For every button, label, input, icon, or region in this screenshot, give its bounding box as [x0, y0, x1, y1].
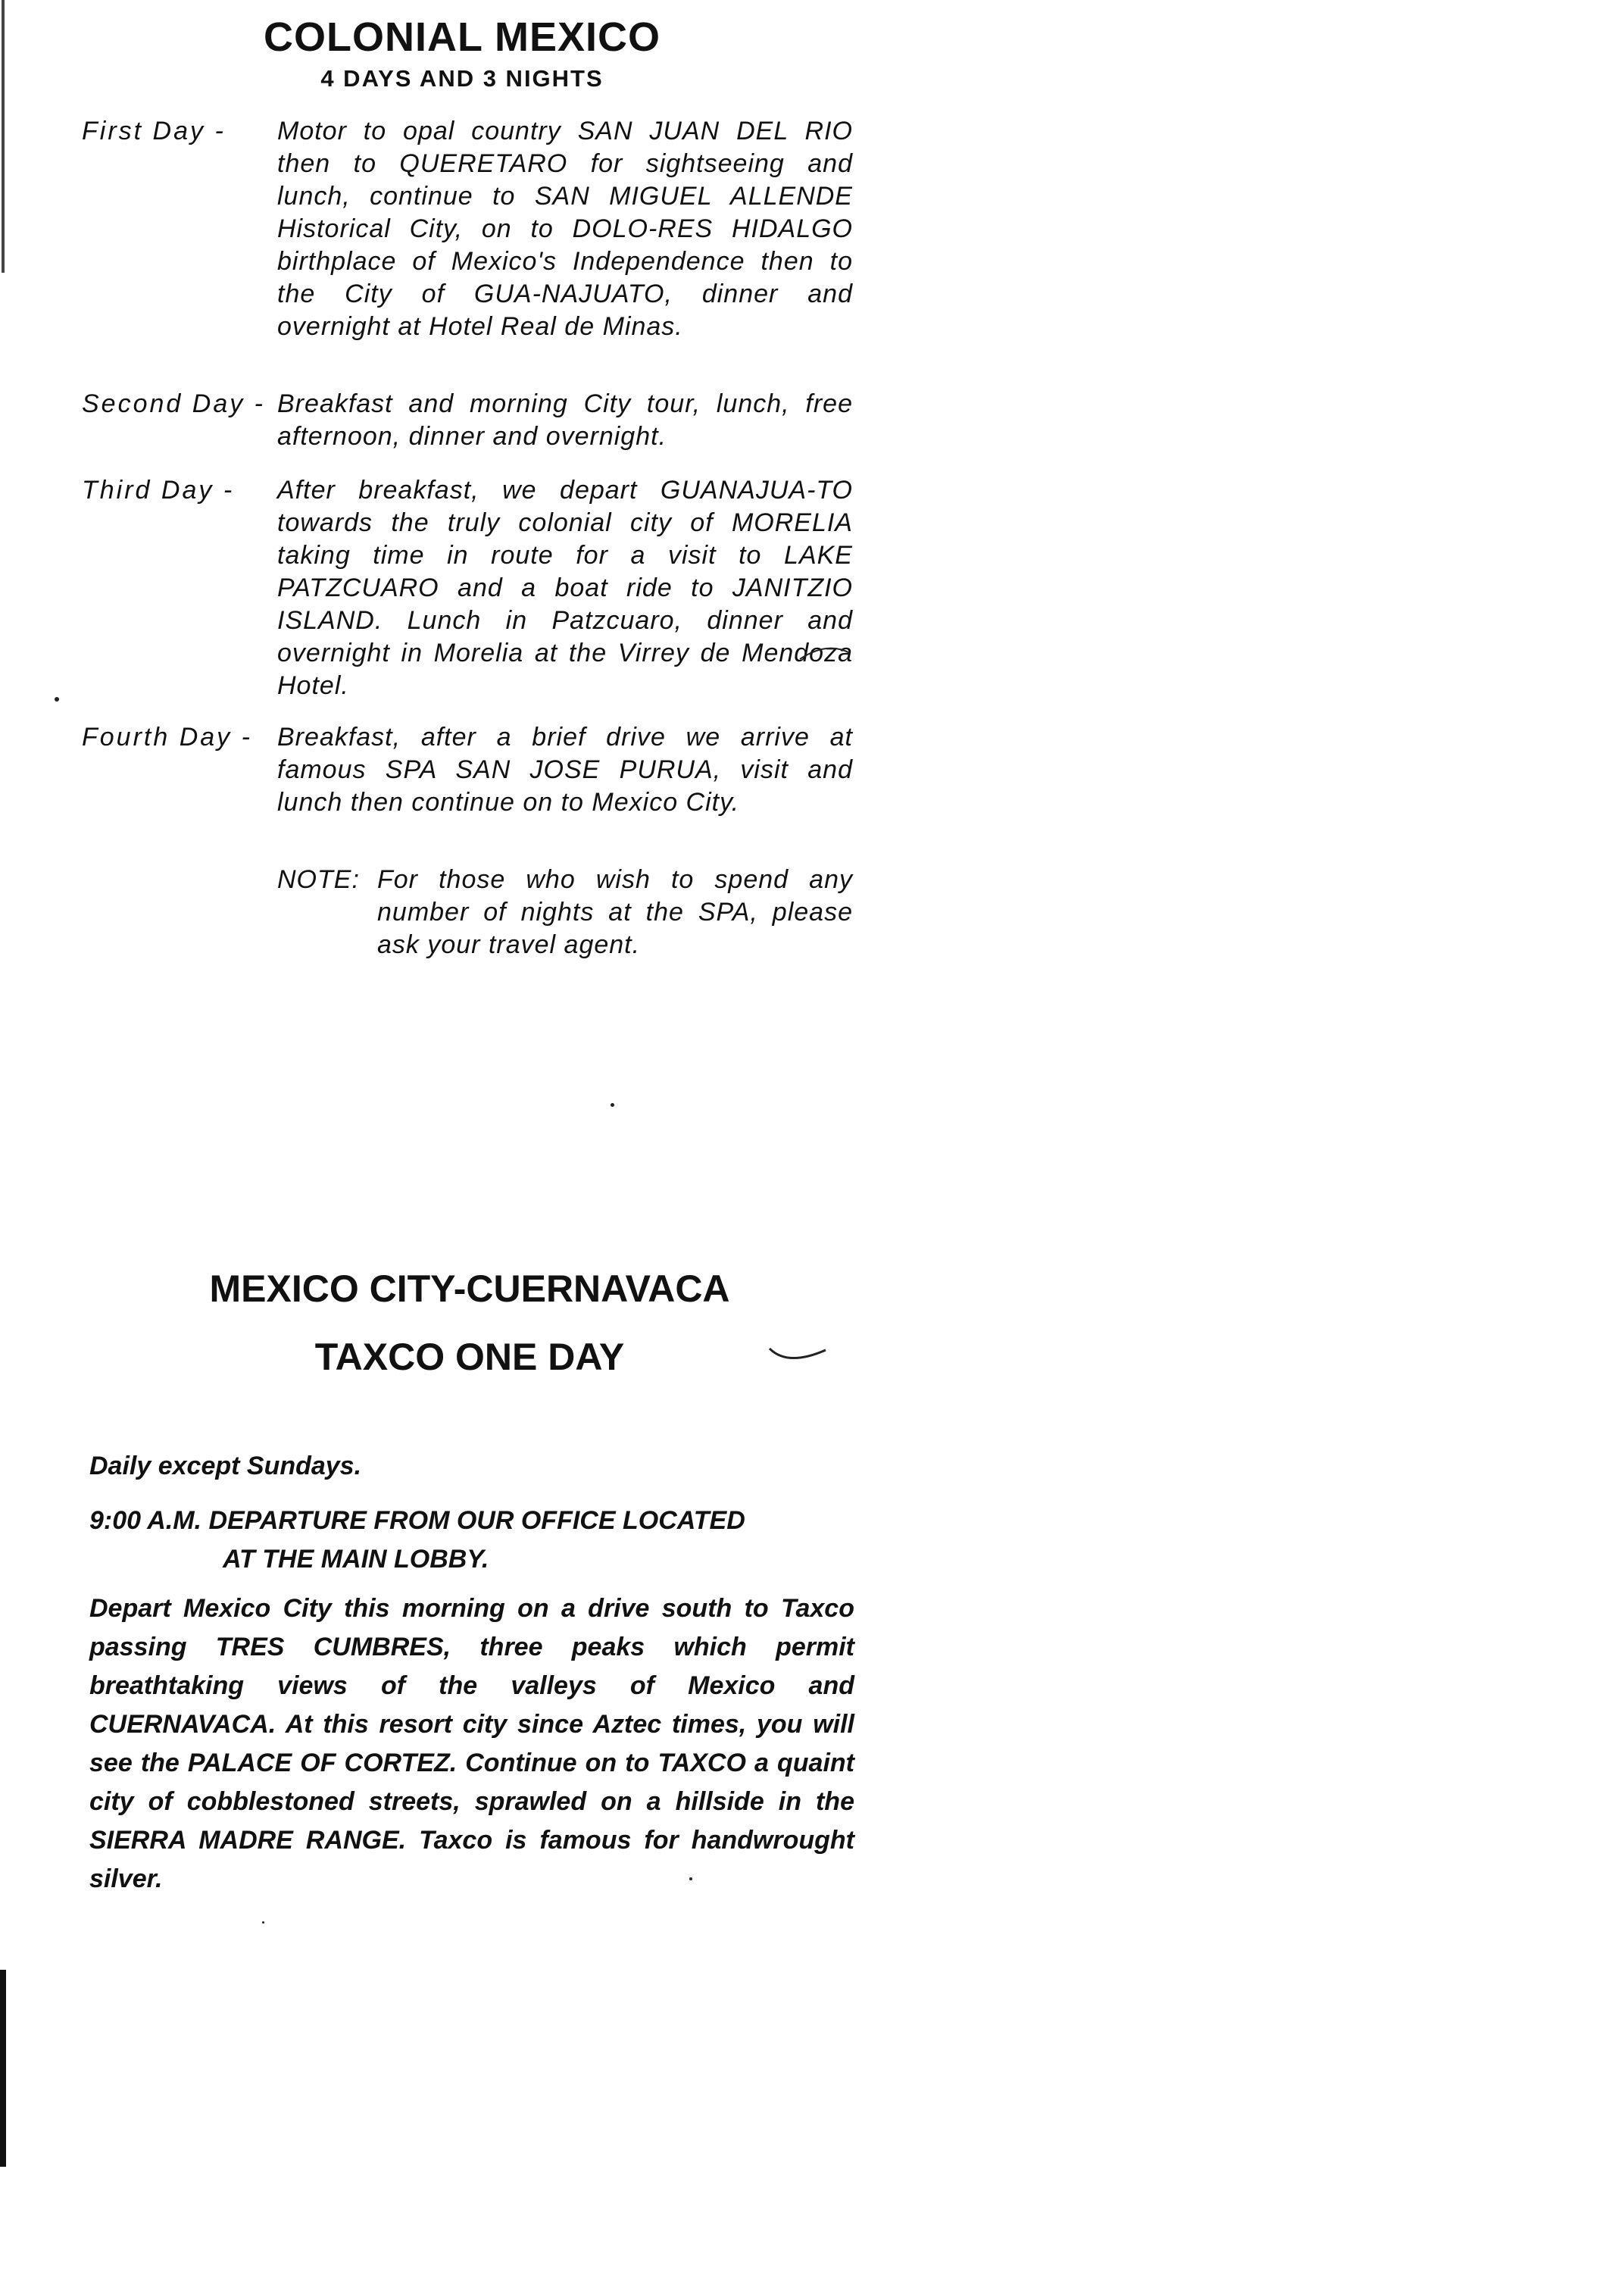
scan-speck [689, 1877, 692, 1880]
pen-mark [765, 1342, 833, 1373]
note-label: NOTE: [277, 865, 360, 894]
departure-line: AT THE MAIN LOBBY. [223, 1545, 489, 1574]
day-label: Fourth Day - [82, 723, 252, 752]
day-label: Second Day - [82, 389, 265, 418]
day-label: Third Day - [82, 476, 235, 505]
departure-line: 9:00 A.M. DEPARTURE FROM OUR OFFICE LOCATED [89, 1506, 745, 1535]
tour2-title: MEXICO CITY-CUERNAVACA [209, 1267, 730, 1310]
tour-schedule: Daily except Sundays. [89, 1452, 362, 1480]
note [277, 864, 853, 961]
departure-info [89, 1502, 854, 1579]
pen-mark [797, 636, 857, 667]
day-description: After breakfast, we depart GUANAJUA-TO towards the truly colonial city of MORELIA taking time in route for a visit to LAKE PATZCUARO and a boat ride to JANITZIO ISLAND. Lunch in Patzcuaro, dinner and overnight in Morelia at the Virrey de Mendoza Hotel. [277, 476, 853, 700]
scan-speck [55, 697, 59, 702]
tour-description: Depart Mexico City this morning on a drive south to Taxco passing TRES CUMBRES, three peaks which permit breathtaking views of the valleys of Mexico and CUERNAVACA. At this resort city since Aztec times, you will see the PALACE OF CORTEZ. Continue on to TAXCO a quaint city of cobblestoned streets, sprawled on a hillside in the SIERRA MADRE RANGE. Taxco is famous for handwrought silver. [89, 1594, 854, 1893]
tour1-subtitle: 4 DAYS AND 3 NIGHTS [320, 65, 604, 92]
note-text: For those who wish to spend any number of nights at the SPA, please ask your travel agent. [377, 865, 853, 959]
scan-edge-mark [0, 1970, 6, 2167]
tour2-title-line2: TAXCO ONE DAY [314, 1336, 625, 1378]
day-description: Breakfast and morning City tour, lunch, free afternoon, dinner and overnight. [277, 389, 853, 451]
scan-edge-mark [2, 0, 5, 273]
tour1-title: COLONIAL MEXICO [263, 14, 661, 60]
day-description: Breakfast, after a brief drive we arrive at famous SPA SAN JOSE PURUA, visit and lunch then continue on to Mexico City. [277, 723, 853, 817]
scan-speck [262, 1921, 264, 1924]
day-label: First Day - [82, 117, 226, 145]
day-description: Motor to opal country SAN JUAN DEL RIO then to QUERETARO for sightseeing and lunch, continue to SAN MIGUEL ALLENDE Historical City, on to DOLO-RES HIDALGO birthplace of Mexico's Independence then to the City of GUA-NAJUATO, dinner and overnight at Hotel Real de Minas. [277, 117, 853, 341]
scan-speck [611, 1103, 614, 1107]
